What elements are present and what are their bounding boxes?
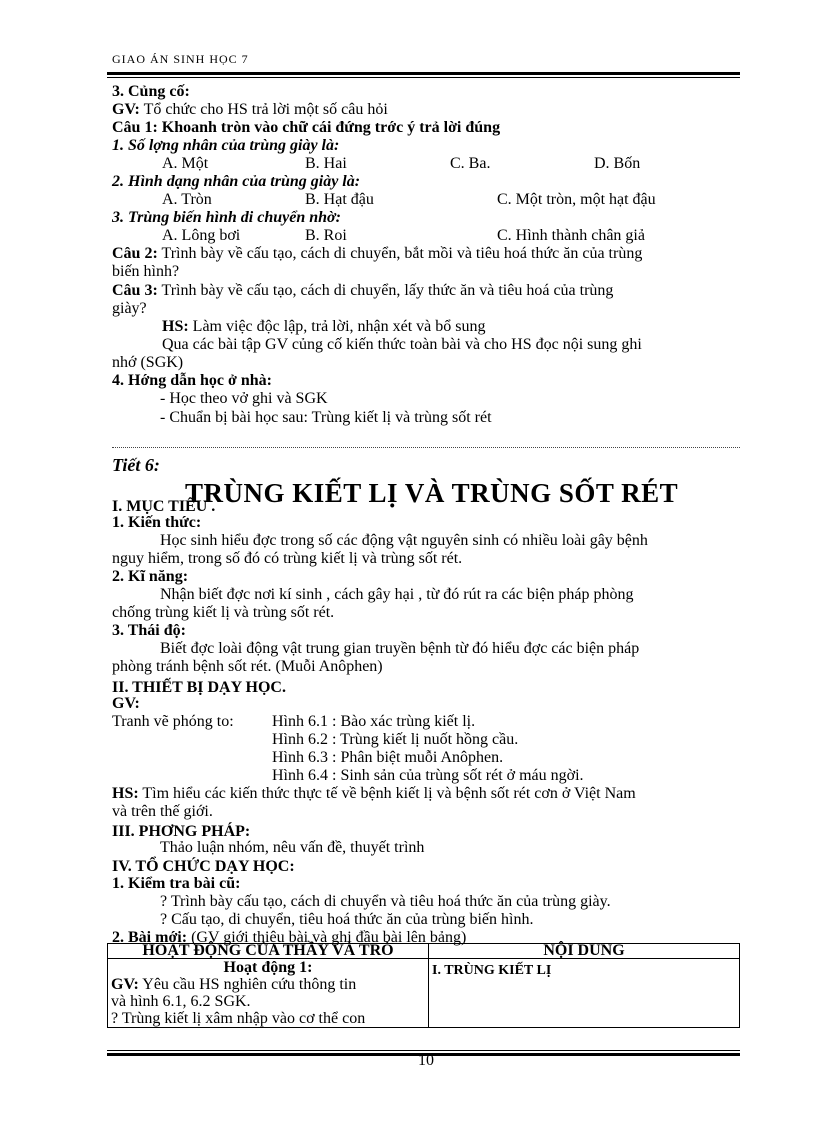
attitude-line-2: phòng tránh bệnh sốt rét. (Muỗi Anôphen) [112, 658, 383, 675]
summary-line-1: Qua các bài tập GV củng cố kiến thức toàn bài và cho HS đọc nội sung ghi [162, 336, 642, 353]
figure-item-1: Hình 6.1 : Bào xác trùng kiết lị. [272, 713, 476, 730]
question-2-continued: biến hình? [112, 263, 180, 280]
lesson-title: TRÙNG KIẾT LỊ VÀ TRÙNG SỐT RÉT [185, 478, 679, 508]
check-question-2: ? Cấu tạo, di chuyển, tiêu hoá thức ăn của trùng biến hình. [160, 911, 534, 928]
equipment-hs-line-2: và trên thế giới. [112, 803, 213, 820]
gv-label: GV: [112, 101, 140, 118]
mcq-1-option-b: B. Hai [305, 155, 347, 172]
equipment-intro: Tranh vẽ phóng to: [112, 713, 234, 730]
equipment-hs-label: HS: [112, 785, 139, 802]
equipment-gv-label: GV: [112, 695, 140, 712]
page-number: 10 [418, 1052, 434, 1069]
skills-heading: 2. Kĩ năng: [112, 568, 189, 585]
new-lesson-text: (GV giới thiệu bài và ghi đầu bài lên bảng) [191, 929, 467, 946]
organization-heading: IV. TỔ CHỨC DẠY HỌC: [112, 858, 295, 875]
method-text: Thảo luận nhóm, nêu vấn đề, thuyết trình [160, 839, 425, 856]
equipment-heading: II. THIẾT BỊ DẠY HỌC. [112, 679, 286, 696]
activity-line-1 [111, 976, 425, 993]
mcq-2-option-c: C. Một tròn, một hạt đậu [497, 191, 656, 208]
figure-item-4: Hình 6.4 : Sinh sản của trùng sốt rét ở máu ngời. [272, 767, 584, 784]
table-header-content: NỘI DUNG [429, 944, 740, 959]
homework-item-1: - Học theo vở ghi và SGK [160, 390, 328, 407]
running-header: GIAO ÁN SINH HỌC 7 [112, 52, 249, 66]
header-rule-thin [107, 77, 740, 78]
check-old-lesson-heading: 1. Kiểm tra bài cũ: [112, 875, 241, 892]
section-divider [112, 447, 740, 448]
mcq-1-option-c: C. Ba. [450, 155, 491, 172]
mcq-3-option-b: B. Roi [305, 227, 347, 244]
check-question-1: ? Trình bày cấu tạo, cách di chuyển và tiêu hoá thức ăn của trùng giày. [160, 893, 611, 910]
content-cell [429, 959, 740, 1028]
question-1-heading: Câu 1: Khoanh tròn vào chữ cái đứng trớc ý trả lời đúng [112, 119, 501, 136]
attitude-line-1: Biết đợc loài động vật trung gian truyền bệnh từ đó hiểu đợc các biện pháp [160, 640, 640, 657]
question-2-text: Trình bày về cấu tạo, cách di chuyển, bắt mồi và tiêu hoá thức ăn của trùng [161, 245, 643, 262]
skills-line-1: Nhận biết đợc nơi kí sinh , cách gây hại , từ đó rút ra các biện pháp phòng [160, 586, 634, 603]
table-header-activities: HOẠT ĐỘNG CỦA THẦY VÀ TRÒ [108, 944, 429, 959]
gv-instruction [112, 101, 388, 119]
hs-label: HS: [162, 318, 189, 335]
header-rule [107, 72, 740, 75]
figure-item-2: Hình 6.2 : Trùng kiết lị nuốt hồng cầu. [272, 731, 519, 748]
lesson-plan-table [107, 943, 740, 1028]
content-heading: I. TRÙNG KIẾT LỊ [432, 963, 552, 978]
skills-line-2: chống trùng kiết lị và trùng sốt rét. [112, 604, 335, 621]
homework-item-2: - Chuẩn bị bài học sau: Trùng kiết lị và trùng sốt rét [160, 409, 492, 426]
method-heading: III. PHƠNG PHÁP: [112, 823, 251, 840]
mcq-3-option-c: C. Hình thành chân giả [497, 227, 645, 244]
mcq-3-question: 3. Trùng biến hình di chuyển nhờ: [112, 209, 341, 226]
table-header-row [108, 944, 740, 959]
lesson-period: Tiết 6: [112, 455, 160, 475]
gv-text: Tổ chức cho HS trả lời một số câu hỏi [143, 101, 388, 118]
mcq-1-option-d: D. Bốn [594, 155, 641, 172]
knowledge-line-2: nguy hiểm, trong số đó có trùng kiết lị và trùng sốt rét. [112, 550, 463, 567]
mcq-2-option-a: A. Tròn [162, 191, 212, 208]
question-2 [112, 245, 642, 263]
activity-cell [108, 959, 429, 1028]
activity-line-1-text: Yêu cầu HS nghiên cứu thông tin [142, 976, 357, 993]
question-3-continued: giày? [112, 300, 147, 317]
activity-gv-label: GV: [111, 976, 139, 993]
activity-line-2: và hình 6.1, 6.2 SGK. [111, 993, 251, 1010]
question-3-text: Trình bày về cấu tạo, cách di chuyển, lấy thức ăn và tiêu hoá của trùng [161, 282, 614, 299]
mcq-1-question: 1. Số lợng nhân của trùng giày là: [112, 137, 340, 154]
question-3-label: Câu 3: [112, 282, 158, 299]
summary-line-2: nhớ (SGK) [112, 354, 184, 371]
hs-text: Làm việc độc lập, trả lời, nhận xét và bổ sung [192, 318, 486, 335]
homework-heading: 4. Hớng dẫn học ở nhà: [112, 372, 272, 389]
mcq-2-option-b: B. Hạt đậu [305, 191, 374, 208]
activity-title: Hoạt động 1: [223, 959, 313, 976]
question-2-label: Câu 2: [112, 245, 158, 262]
mcq-1-option-a: A. Một [162, 155, 209, 172]
attitude-heading: 3. Thái độ: [112, 622, 186, 639]
knowledge-heading: 1. Kiến thức: [112, 514, 202, 531]
mcq-3-option-a: A. Lông bơi [162, 227, 241, 244]
hs-response [162, 318, 486, 336]
consolidation-heading: 3. Củng cố: [112, 83, 190, 100]
equipment-hs-text: Tìm hiểu các kiến thức thực tế về bệnh kiết lị và bệnh sốt rét cơn ở Việt Nam [142, 785, 636, 802]
new-lesson-heading: 2. Bài mới: [112, 929, 188, 946]
footer-rule-thin [107, 1050, 740, 1051]
table-row [108, 959, 740, 1028]
question-3 [112, 282, 613, 300]
equipment-hs-line-1 [112, 785, 636, 803]
mcq-2-question: 2. Hình dạng nhân của trùng giày là: [112, 173, 361, 190]
knowledge-line-1: Học sinh hiểu đợc trong số các động vật nguyên sinh có nhiều loài gây bệnh [160, 532, 648, 549]
figure-item-3: Hình 6.3 : Phân biệt muỗi Anôphen. [272, 749, 504, 766]
objectives-heading: I. MỤC TIÊU . [112, 498, 216, 515]
activity-line-3: ? Trùng kiết lị xâm nhập vào cơ thể con [111, 1010, 366, 1027]
